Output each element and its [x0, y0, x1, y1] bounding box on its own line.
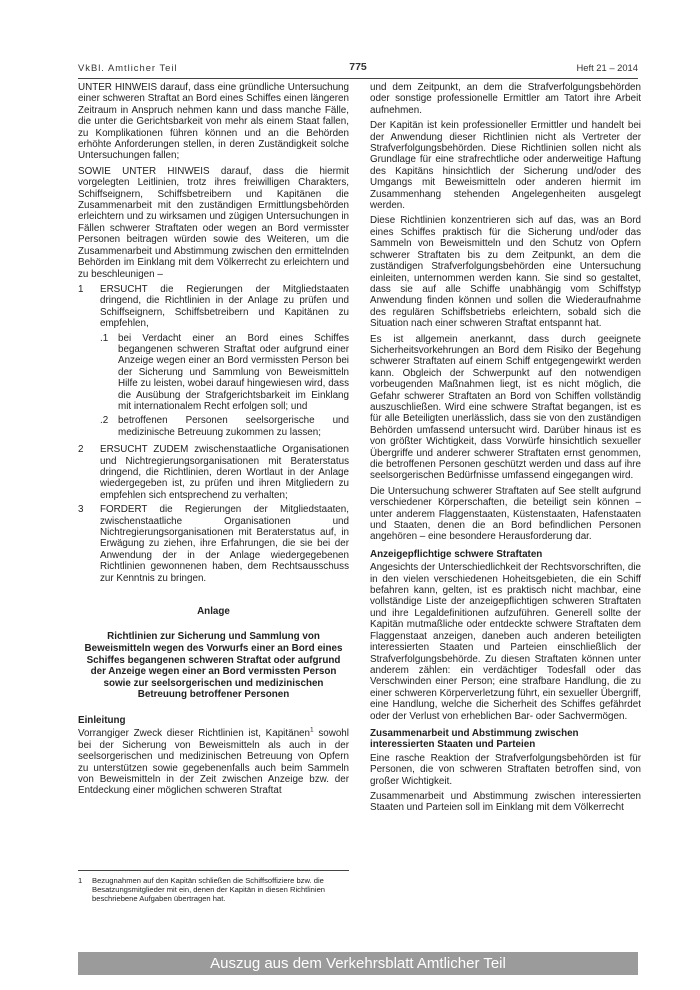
- footer-banner: Auszug aus dem Verkehrsblatt Amtlicher Teil: [78, 952, 638, 975]
- annex-label: Anlage: [197, 606, 230, 618]
- paragraph: Eine rasche Reaktion der Strafverfolgungsbehörden ist für Personen, die von schweren Straftaten betroffen sind, von großer Wichtigkeit.: [370, 752, 641, 787]
- sub-item-text: betroffenen Personen seelsorgerische und medizinische Betreuung zukommen zu lassen;: [118, 415, 349, 438]
- paragraph: Es ist allgemein anerkannt, dass durch geeignete Sicherheitsvorkehrungen an Bord dem Risiko der Begehung schwerer Straftaten auf einem Schiff entgegengewirkt werden kann. Obgleich der Schwerpunkt auf den notwendigen vorbeugenden Maßnahmen liegt, ist es nicht möglich, die Gefahr schwerer Straftaten an Bord von Schiffen vollständig auszuschließen. Wird eine schwere Straftat begangen, ist es für alle Beteiligten unerlässlich, dass sie von den zuständigen Behörden umfassend untersucht wird. Darüber hinaus ist es von größter Wichtigkeit, dass Vorwürfe hinsichtlich sexueller Übergriffe und anderer schwerer Straftaten ernst genommen, die betroffenen Personen geschützt werden und dass auf ihre seelsorgerischen Bedürfnisse umfassend eingegangen wird.: [370, 333, 641, 482]
- sub-item-text: bei Verdacht einer an Bord eines Schiffes begangenen schweren Straftat oder aufgrund einer Anzeige wegen einer an Bord vermissten Person bei der Sicherung und Sammlung von Beweismitteln Hilfe zu leisten, wobei darauf hingewiesen wird, dass die Ausübung der Strafgerichtsbarkeit im Einklang mit internationalem Recht erfolgen soll; und: [118, 332, 349, 412]
- page-number: 775: [349, 61, 367, 73]
- sub-item-number: .1: [100, 332, 109, 344]
- paragraph: Der Kapitän ist kein professioneller Ermittler und handelt bei der Anwendung dieser Richtlinien nicht als Vertreter der Strafverfolgungsbehörden. Diese Richtlinien sollen nicht als Grundlage für eine strafrechtliche oder anderweitige Haftung des Kapitäns hinsichtlich der Sicherung und/oder des Umgangs mit Beweismitteln oder anderen hiermit im Zusammenhang stehenden Angelegenheiten ausgelegt werden.: [370, 120, 641, 212]
- right-column: [370, 82, 641, 818]
- list-item: [78, 284, 349, 441]
- item-text: FORDERT die Regierungen der Mitgliedstaaten, zwischenstaatliche Organisationen und Nichtregierungsorganisationen mit Beraterstatus auf, in Erwägung zu ziehen, ihre Erfahrungen, die sie bei der Anwendung der in der Anlage wiedergegebenen Richtlinien gewonnenen haben, dem Rechtsausschuss zur Kenntnis zu bringen.: [100, 504, 349, 584]
- section-heading: Einleitung: [78, 715, 126, 727]
- footnote: [78, 870, 349, 903]
- list-item: [78, 444, 349, 501]
- left-column: [78, 82, 349, 801]
- issue-label: Heft 21 – 2014: [576, 62, 638, 73]
- sub-item-number: .2: [100, 415, 109, 427]
- footnote-text: Bezugnahmen auf den Kapitän schließen die Schiffsoffiziere bzw. die Besatzungsmitglieder mit ein, denen der Kapitän in diesen Richtlinien beschriebene Aufgaben übertragen hat.: [92, 876, 326, 903]
- item-text: ERSUCHT ZUDEM zwischenstaatliche Organisationen und Nichtregierungsorganisationen mit Beraterstatus dringend, die Richtlinien, deren Wortlaut in der Anlage wiedergegeben ist, zu prüfen und ihren Mitgliedern zu empfehlen sich entsprechend zu verhalten;: [100, 444, 349, 501]
- item-number: 3: [78, 504, 84, 516]
- paragraph: Zusammenarbeit und Abstimmung zwischen interessierten Staaten und Parteien soll im Einklang mit dem Völkerrecht: [370, 790, 641, 814]
- paragraph: [78, 728, 349, 796]
- annex-title: Richtlinien zur Sicherung und Sammlung von Beweismitteln wegen des Vorwurfs einer an Bord eines Schiffes begangenen schweren Straftat oder aufgrund der Anzeige wegen einer an Bord vermissten Person sowie zur seelsorgerischen und medizinischen Betreuung betroffener Personen: [84, 631, 343, 701]
- section-heading: Anzeigepflichtige schwere Straftaten: [370, 548, 543, 560]
- item-number: 2: [78, 444, 84, 456]
- sub-item: [100, 333, 349, 413]
- intro-text-start: Vorrangiger Zweck dieser Richtlinien ist, Kapitänen: [78, 728, 310, 740]
- item-text: ERSUCHT die Regierungen der Mitgliedstaaten dringend, die Richtlinien in der Anlage zu prüfen und Schiffseignern, Schiffsbetreibern und Kapitänen zu empfehlen,: [100, 283, 349, 330]
- page-header: [78, 60, 638, 79]
- paragraph: Angesichts der Unterschiedlichkeit der Rechtsvorschriften, die in den vielen verschiedenen Hoheitsgebieten, die ein Schiff befahren kann, gelten, ist es praktisch nicht machbar, eine vollständige Liste der anzeigepflichtigen schweren Straftaten und ihre Legaldefinitionen aufzuführen. Generell sollte der Kapitän mutmaßliche oder entdeckte schwere Straftaten dem Flaggenstaat anzeigen, daneben auch anderen beteiligten interessierten Staaten und Parteien einschließlich der Strafverfolgungsbehörde. Zu diesen Straftaten können unter anderem zählen: ein verdächtiger Todesfall oder das Verschwinden einer Person; eine strafbare Handlung, die zu einer schweren Körperverletzung führt, ein sexueller Übergriff, eine Handlung, welche die Sicherheit des Schiffes gefährdet oder der Verlust von erheblichen Bar- oder Sachvermögen.: [370, 562, 641, 722]
- footnote-ref[interactable]: 1: [310, 727, 314, 735]
- item-number: 1: [78, 283, 84, 295]
- paragraph: Die Untersuchung schwerer Straftaten auf See stellt aufgrund verschiedener Körperschaften, die beteiligt sein können – unter anderem Flaggenstaaten, Küstenstaaten, Hafenstaaten und Staaten, denen die an Bord befindlichen Personen angehören – eine besondere Herausforderung dar.: [370, 485, 641, 543]
- paragraph: und dem Zeitpunkt, an dem die Strafverfolgungsbehörden oder sonstige professionelle Ermittler am Tatort ihre Arbeit aufnehmen.: [370, 82, 641, 116]
- paragraph: Diese Richtlinien konzentrieren sich auf das, was an Bord eines Schiffes praktisch für die Sicherung und/oder das Sammeln von Beweismitteln und den Schutz von Opfern schwerer Straftaten bis zu dem Zeitpunkt, an dem die zuständigen Strafverfolgungsbehörden eine Untersuchung einleiten, unternommen werden kann. Sie sind so gestaltet, dass sie auf alle Schiffe unabhängig vom Schiffstyp Anwendung finden können und sollen die Wiederaufnahme des regulären Schiffsbetriebs erleichtern, sobald sich die Situation nach einer schweren Straftat entspannt hat.: [370, 215, 641, 330]
- journal-name: VkBl. Amtlicher Teil: [78, 62, 178, 73]
- paragraph: UNTER HINWEIS darauf, dass eine gründliche Untersuchung einer schweren Straftat an Bord eines Schiffes einen längeren Zeitraum in Anspruch nehmen kann und dass manche Fälle, die unter die Gerichtsbarkeit von mehr als einem Staat fallen, zu Komplikationen führen können und an die Behörden erhöhte Anforderungen stellen, in deren Zuständigkeit solche Untersuchungen fallen;: [78, 82, 349, 162]
- intro-text-end: sowohl bei der Sicherung von Beweismitteln als auch in der seelsorgerischen und medizinischen Betreuung von Opfern zu unterstützen sowie gegebenenfalls auch beim Sammeln von Beweismitteln in der Zeit zwischen Anzeige bzw. der Entdeckung einer möglichen schweren Straftat: [78, 728, 349, 797]
- footnote-number: 1: [78, 876, 83, 885]
- sub-item: [100, 415, 349, 438]
- paragraph: SOWIE UNTER HINWEIS darauf, dass die hiermit vorgelegten Leitlinien, trotz ihres freiwilligen Charakters, Schiffseignern, Schiffsbetreibern und Kapitänen die Zusammenarbeit mit den zuständigen Ermittlungsbehörden erleichtern und zu wirksamen und zügigen Untersuchungen in Fällen schwerer Straftaten oder wegen an Bord vermisster Personen beitragen würden sowie des Weiteren, um die Zusammenarbeit und Abstimmung zwischen den ermittelnden Behörden im Einklang mit dem Völkerrecht zu erleichtern und zu beschleunigen –: [78, 165, 349, 280]
- list-item: [78, 504, 349, 584]
- section-heading: Zusammenarbeit und Abstimmung zwischen interessierten Staaten und Parteien: [370, 727, 579, 751]
